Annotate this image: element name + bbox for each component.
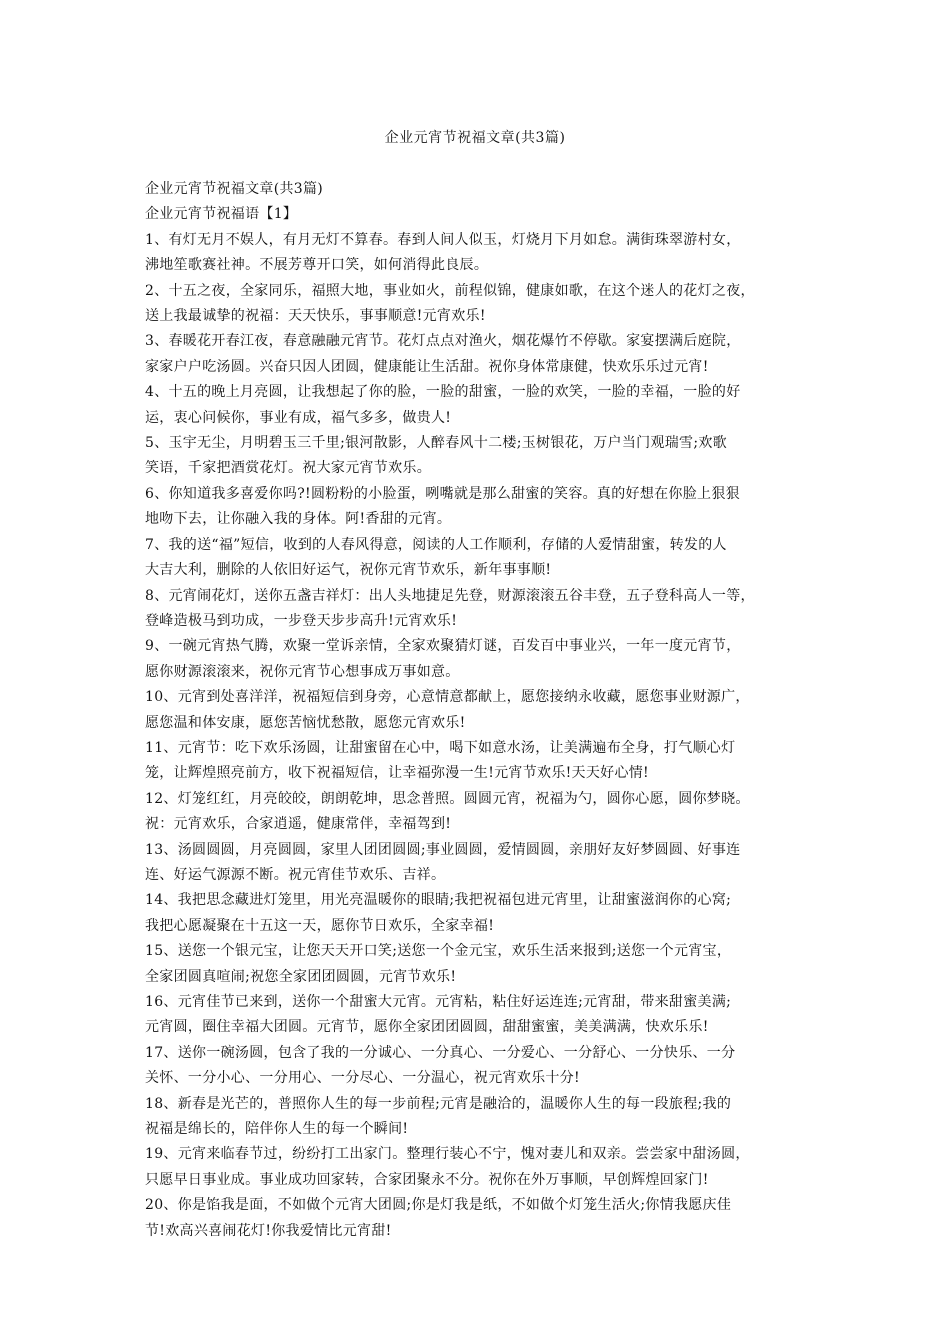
blessing-line: 14、我把思念藏进灯笼里，用光亮温暖你的眼睛;我把祝福包进元宵里，让甜蜜滋润你的心窝; [145, 892, 732, 909]
blessing-item [145, 634, 813, 685]
blessing-line: 祝：元宵欢乐，合家逍遥，健康常伴，幸福驾到! [145, 816, 452, 833]
blessing-line: 17、送你一碗汤圆，包含了我的一分诚心、一分真心、一分爱心、一分舒心、一分快乐、一分 [145, 1044, 736, 1061]
blessing-line: 节!欢高兴喜闹花灯!你我爱情比元宵甜! [145, 1222, 392, 1239]
blessing-line: 全家团圆真喧闹;祝您全家团团圆圆，元宵节欢乐! [145, 968, 457, 985]
blessing-line: 11、元宵节：吃下欢乐汤圆，让甜蜜留在心中，喝下如意水汤，让美满遍布全身，打气顺心灯 [145, 739, 736, 756]
blessing-line: 祝福是绵长的，陪伴你人生的每一个瞬间! [145, 1121, 409, 1138]
blessing-line: 18、新春是光芒的，普照你人生的每一步前程;元宵是融洽的，温暖你人生的每一段旅程;我的 [145, 1095, 732, 1112]
blessing-line: 15、送您一个银元宝，让您天天开口笑;送您一个金元宝，欢乐生活来报到;送您一个元宵宝， [145, 943, 732, 960]
blessing-line: 我把心愿凝聚在十五这一天，愿你节日欢乐，全家幸福! [145, 917, 495, 934]
blessing-item [145, 279, 813, 330]
blessing-line: 笼，让辉煌照亮前方，收下祝福短信，让幸福弥漫一生!元宵节欢乐!天天好心情! [145, 765, 649, 782]
blessing-item [145, 1142, 813, 1193]
blessing-line: 13、汤圆圆圆，月亮圆圆，家里人团团圆圆;事业圆圆，爱情圆圆，亲朋好友好梦圆圆、好事连 [145, 841, 741, 858]
blessing-line: 运，衷心问候你，事业有成，福气多多，做贵人! [145, 409, 452, 426]
blessing-item [145, 482, 813, 533]
blessing-line: 16、元宵佳节已来到，送你一个甜蜜大元宵。元宵粘，粘住好运连连;元宵甜，带来甜蜜美满; [145, 994, 732, 1010]
blessing-line: 1、有灯无月不娱人，有月无灯不算春。春到人间人似玉，灯烧月下月如怠。满街珠翠游村女， [145, 231, 741, 248]
blessing-line: 5、玉宇无尘，月明碧玉三千里;银河散影，人醉春风十二楼;玉树银花，万户当门观瑞雪;欢歌 [145, 435, 727, 452]
blessing-item [145, 787, 813, 838]
blessing-line: 12、灯笼红红，月亮皎皎，朗朗乾坤，思念普照。圆圆元宵，祝福为勺，圆你心愿，圆你梦晓。 [145, 790, 750, 807]
blessing-line: 地吻下去，让你融入我的身体。阿!香甜的元宵。 [145, 511, 452, 528]
blessing-line: 大吉大利，删除的人依旧好运气，祝你元宵节欢乐，新年事事顺! [145, 562, 552, 579]
blessing-item [145, 228, 813, 279]
blessing-item [145, 431, 813, 482]
blessing-line: 20、你是馅我是面，不如做个元宵大团圆;你是灯我是纸，不如做个灯笼生活火;你情我愿庆佳 [145, 1197, 732, 1214]
blessing-line: 关怀、一分小心、一分用心、一分尽心、一分温心，祝元宵欢乐十分! [145, 1070, 580, 1087]
blessing-line: 家家户户吃汤圆。兴奋只因人团圆，健康能让生活甜。祝你身体常康健，快欢乐乐过元宵! [145, 358, 709, 375]
blessing-line: 愿您温和体安康，愿您苦恼忧愁散，愿您元宵欢乐! [145, 714, 466, 731]
blessing-line: 19、元宵来临春节过，纷纷打工出家门。整理行装心不宁，愧对妻儿和双亲。尝尝家中甜汤圆， [145, 1146, 750, 1163]
section-heading: 企业元宵节祝福语【1】 [145, 206, 298, 223]
blessing-item [145, 736, 813, 787]
blessing-item [145, 329, 813, 380]
blessing-item [145, 990, 813, 1041]
blessing-line: 元宵圆，圈住幸福大团圆。元宵节，愿你全家团团圆圆，甜甜蜜蜜，美美满满，快欢乐乐! [145, 1019, 709, 1036]
blessing-item [145, 838, 813, 889]
blessing-line: 10、元宵到处喜洋洋，祝福短信到身旁，心意情意都献上，愿您接纳永收藏，愿您事业财源广， [145, 689, 750, 706]
blessing-item [145, 1092, 813, 1143]
blessing-line: 沸地笙歌赛社神。不展芳尊开口笑，如何消得此良辰。 [145, 257, 489, 274]
blessing-item [145, 685, 813, 736]
blessing-item [145, 380, 813, 431]
document-body [145, 177, 813, 1244]
blessing-item [145, 584, 813, 635]
blessing-line: 送上我最诚挚的祝福：天天快乐，事事顺意!元宵欢乐! [145, 308, 486, 325]
blessing-line: 9、一碗元宵热气腾，欢聚一堂诉亲情，全家欢聚猜灯谜，百发百中事业兴，一年一度元宵节， [145, 638, 741, 655]
blessing-line: 3、春暖花开春江夜，春意融融元宵节。花灯点点对渔火，烟花爆竹不停歇。家宴摆满后庭院， [145, 333, 741, 350]
blessing-list [145, 228, 813, 1244]
blessing-line: 笑语，千家把酒赏花灯。祝大家元宵节欢乐。 [145, 460, 431, 477]
blessing-line: 6、你知道我多喜爱你吗?!圆粉粉的小脸蛋，咧嘴就是那么甜蜜的笑容。真的好想在你脸上狠狠 [145, 485, 740, 502]
blessing-item [145, 1193, 813, 1244]
blessing-line: 7、我的送“福”短信，收到的人春风得意，阅读的人工作顺利，存储的人爱情甜蜜，转发的人 [145, 536, 727, 553]
blessing-line: 2、十五之夜，全家同乐，福照大地，事业如火，前程似锦，健康如歌，在这个迷人的花灯之夜， [145, 282, 755, 299]
blessing-line: 连、好运气源源不断。祝元宵佳节欢乐、吉祥。 [145, 866, 446, 883]
blessing-item [145, 533, 813, 584]
blessing-line: 登峰造极马到功成，一步登天步步高升!元宵欢乐! [145, 612, 458, 629]
blessing-item [145, 888, 813, 939]
blessing-line: 8、元宵闹花灯，送你五盏吉祥灯：出人头地捷足先登，财源滚滚五谷丰登，五子登科高人一等， [145, 587, 755, 604]
blessing-item [145, 1041, 813, 1092]
blessing-line: 只愿早日事业成。事业成功回家转，合家团聚永不分。祝你在外万事顺，早创辉煌回家门! [145, 1171, 709, 1188]
document-subtitle: 企业元宵节祝福文章(共3篇) [145, 181, 324, 197]
document-title: 企业元宵节祝福文章(共3篇) [384, 130, 566, 146]
blessing-item [145, 939, 813, 990]
blessing-line: 愿你财源滚滚来，祝你元宵节心想事成万事如意。 [145, 663, 460, 680]
blessing-line: 4、十五的晚上月亮圆，让我想起了你的脸，一脸的甜蜜，一脸的欢笑，一脸的幸福，一脸的好 [145, 384, 741, 401]
